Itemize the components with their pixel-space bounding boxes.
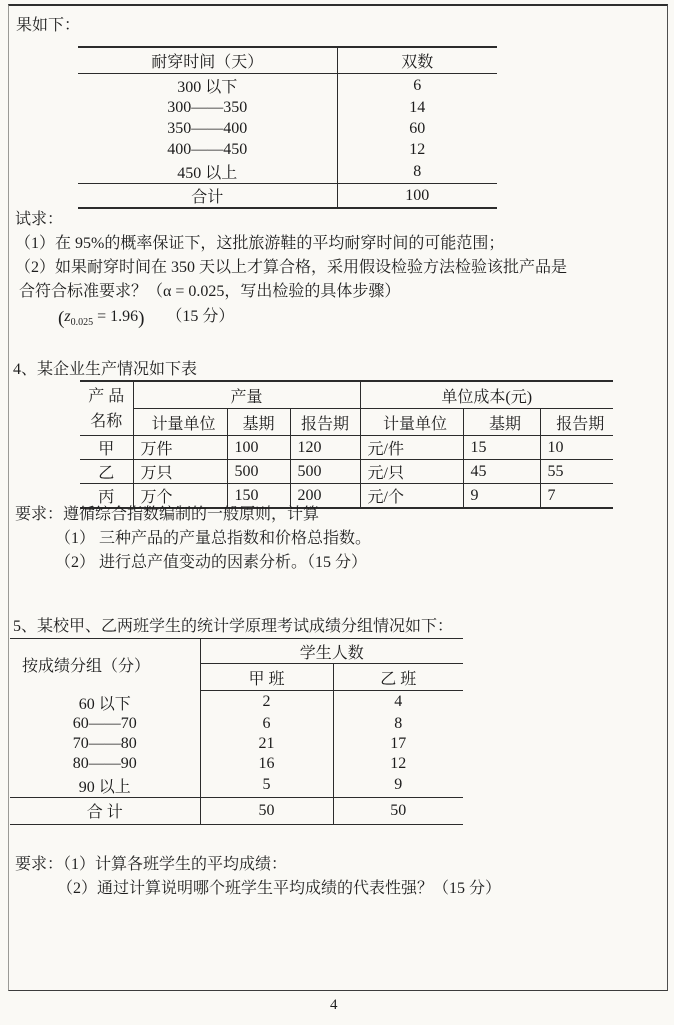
cell-count: 14 — [409, 98, 426, 116]
cell-class-b: 17 — [390, 734, 407, 752]
cell-unit: 万个 — [133, 484, 227, 509]
cell-interval: 400——450 — [78, 139, 337, 160]
subheader: 计量单位 — [133, 409, 227, 436]
corner-line2: 名称 — [90, 412, 123, 430]
cell-class-b: 4 — [394, 693, 403, 711]
cell-product: 丙 — [80, 484, 133, 509]
q5-req2: （2）通过计算说明哪个班学生平均成绩的代表性强？（15 分） — [57, 880, 502, 897]
table-group-header-row — [10, 639, 463, 664]
table-total-row — [78, 184, 497, 209]
cell-interval: 70——80 — [10, 734, 200, 754]
cell-report: 10 — [540, 436, 613, 460]
production-table — [80, 380, 613, 509]
scores-table — [10, 638, 463, 825]
table-subheader-row — [80, 409, 613, 436]
cell-base: 500 — [227, 460, 290, 484]
cell-report: 200 — [290, 484, 360, 509]
cell-count: 12 — [409, 140, 426, 158]
page-number: 4 — [330, 997, 338, 1013]
group-header-unitcost: 单位成本(元) — [360, 381, 613, 409]
total-value: 100 — [337, 184, 497, 209]
table-group-header-row — [80, 381, 613, 409]
q4-req2: （2） 进行总产值变动的因素分析。（15 分） — [55, 554, 368, 571]
column-header: 耐穿时间（天） — [78, 47, 337, 74]
subheader: 报告期 — [290, 409, 360, 436]
total-class-a: 50 — [200, 797, 333, 824]
subheader: 基期 — [463, 409, 540, 436]
table-row — [78, 97, 497, 118]
corner-line1: 产 品 — [88, 387, 125, 405]
open-paren: ( — [58, 308, 65, 329]
question4-requirements — [15, 503, 371, 575]
cell-interval: 300——350 — [78, 97, 337, 118]
q4-req1: （1） 三种产品的产量总指数和价格总指数。 — [55, 530, 372, 547]
z-value-formula — [58, 303, 234, 328]
q3-item2-line2: 合符合标准要求？（α = 0.025，写出检验的具体步骤） — [19, 283, 401, 300]
cell-base: 45 — [463, 460, 540, 484]
cell-base: 15 — [463, 436, 540, 460]
subheader: 基期 — [227, 409, 290, 436]
table-row — [78, 118, 497, 139]
formula-variable: z — [64, 308, 71, 325]
cell-interval: 60 以下 — [10, 691, 200, 714]
cell-interval: 60——70 — [10, 714, 200, 734]
question4-title: 4、某企业生产情况如下表 — [13, 361, 198, 378]
cell-count: 60 — [409, 119, 426, 137]
question5-requirements — [15, 853, 501, 901]
subheader-class-b: 乙 班 — [333, 664, 463, 691]
corner-header: 按成绩分组（分） — [10, 639, 200, 691]
cell-unit: 万只 — [133, 460, 227, 484]
table-total-row — [10, 797, 463, 824]
q3-prompt: 试求： — [15, 211, 64, 228]
total-label: 合 计 — [10, 797, 200, 824]
cell-class-b: 9 — [394, 776, 403, 793]
cell-base: 150 — [227, 484, 290, 509]
cell-interval: 90 以上 — [10, 774, 200, 798]
cell-interval: 350——400 — [78, 118, 337, 139]
cell-base: 100 — [227, 436, 290, 460]
corner-header — [80, 381, 133, 436]
group-header-students: 学生人数 — [200, 639, 463, 664]
total-class-b: 50 — [333, 797, 463, 824]
column-header: 双数 — [337, 47, 497, 74]
formula-subscript: 0.025 — [70, 317, 94, 329]
table-row — [10, 774, 463, 798]
group-header-output: 产量 — [133, 381, 360, 409]
cell-interval: 450 以上 — [78, 160, 337, 184]
cell-interval: 300 以下 — [78, 74, 337, 98]
cell-class-a: 6 — [200, 714, 333, 734]
cell-interval: 80——90 — [10, 754, 200, 774]
total-label: 合计 — [78, 184, 337, 209]
question3-block — [15, 208, 567, 304]
cell-report: 55 — [540, 460, 613, 484]
question5-title: 5、某校甲、乙两班学生的统计学原理考试成绩分组情况如下： — [13, 618, 454, 635]
cell-unit: 元/件 — [360, 436, 463, 460]
subheader-class-a: 甲 班 — [200, 664, 333, 691]
cell-unit: 元/个 — [360, 484, 463, 509]
table-row — [10, 691, 463, 714]
table-row — [78, 74, 497, 98]
table-row — [78, 160, 497, 184]
table-header-row — [78, 47, 497, 74]
cell-count: 6 — [413, 76, 422, 94]
formula-equals: = 1.96 — [93, 308, 139, 325]
q3-item1: （1）在 95%的概率保证下，这批旅游鞋的平均耐穿时间的可能范围； — [15, 235, 505, 252]
cell-base: 9 — [463, 484, 540, 509]
cell-class-a: 21 — [200, 734, 333, 754]
q4-req-intro: 要求：遵循综合指数编制的一般原则，计算 — [15, 506, 320, 523]
q3-score: （15 分） — [166, 308, 235, 325]
cell-report: 500 — [290, 460, 360, 484]
subheader: 计量单位 — [360, 409, 463, 436]
cell-report: 7 — [540, 484, 613, 509]
q5-req1: 要求：（1）计算各班学生的平均成绩： — [15, 856, 288, 873]
subheader: 报告期 — [540, 409, 613, 436]
close-paren: ) — [138, 308, 145, 329]
cell-class-a: 16 — [200, 754, 333, 774]
cell-unit: 万件 — [133, 436, 227, 460]
table-row — [80, 436, 613, 460]
q3-item2-line1: （2）如果耐穿时间在 350 天以上才算合格，采用假设检验方法检验该批产品是 — [15, 259, 568, 276]
durability-table — [78, 46, 497, 209]
cell-product: 乙 — [80, 460, 133, 484]
cell-report: 120 — [290, 436, 360, 460]
cell-unit: 元/只 — [360, 460, 463, 484]
cell-count: 8 — [413, 162, 422, 180]
cell-class-a: 2 — [200, 691, 333, 714]
table-row — [78, 139, 497, 160]
cell-class-b: 12 — [390, 754, 407, 772]
cell-class-a: 5 — [200, 774, 333, 798]
table-row — [80, 460, 613, 484]
cell-product: 甲 — [80, 436, 133, 460]
cell-class-b: 8 — [394, 714, 403, 732]
table-row — [10, 754, 463, 774]
intro-text: 果如下： — [16, 17, 81, 34]
table-row — [10, 714, 463, 734]
table-row — [10, 734, 463, 754]
